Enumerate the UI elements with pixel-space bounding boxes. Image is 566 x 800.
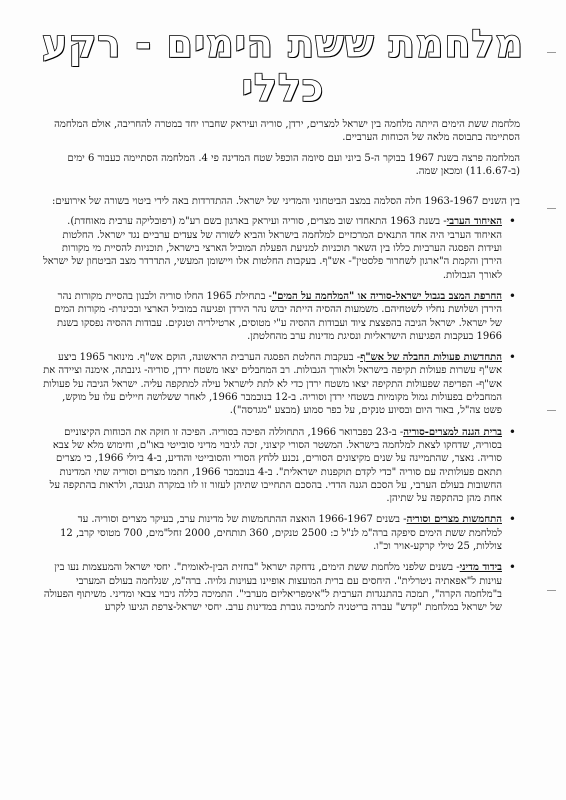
list-item: [42, 426, 502, 506]
item-text: - ב-23 בפברואר 1966, התחוללה הפיכה בסוריה. הפיכה זו חזקה את הכוחות הקיצוניים בסוריה, שדחקו לצאת למלחמה בישראל. המשטר הסורי קיצוני, זכה לגיבוי מדיני סובייטי באו"ם, וחימוש מלא של צבא סוריה. נאצר, שהתמיינה על שנים מקיצונים הסורים, נכנע ללחץ הסורי והסובייטי והודיע, ב-4 ביולי 1966, כי מצרים תתאם פעולותיה עם סוריה "כדי לקדם תוקפנות ישראלית". ב-4 בנובמבר 1966, חתמו מצרים וסוריה שתי המדינות החשובות בעולם הערבי, על הסכם הגנה הדדי. בהסכם התחייבו שתיהן לעזור זו לזו במקרה תגובה, ולראות בהתקפה על אחת מהן כהתקפה על שתיהן.: [49, 426, 502, 505]
document-body: [42, 118, 520, 623]
item-text: - בשנת 1963 התאחדו שוב מצרים, סוריה ועיראק בארגון בשם רע"מ (רפובליקה ערבית מאוחדת). האיחוד הערבי היה אחד התנאים המרכזיים למלחמה בישראל והביא לשורה של צעדים ערביים נגד ישראל. החלטות ועידות הפסגה הערביות כללו בין השאר תוכניות למניעת הפעלת המוביל הארצי בישראל, תוכניות להסיית מי מקורות הירדן והקמת ה"ארגון לשחרור פלסטין"- אש"ף. בעקבות החלטות אלו ויישומן המעשי, התדרדר מצב הביטחון של ישראל לאורך הגבולות.: [43, 216, 502, 281]
list-item: [42, 215, 502, 281]
item-heading: בידוד מדיני: [459, 562, 502, 574]
item-heading: האיחוד הערבי: [446, 216, 502, 228]
page-title: מלחמת ששת הימים - רקע כללי: [42, 22, 524, 110]
item-heading: התחדשות פעולות החבלה של אש"ף: [360, 352, 502, 364]
margin-tick: [547, 590, 556, 591]
item-heading: החרפת המצב בגבול ישראל-סוריה או "המלחמה על המים": [271, 290, 502, 302]
events-list: [42, 215, 520, 614]
margin-tick: [547, 410, 556, 411]
intro-paragraph: המלחמה פרצה בשנת 1967 בבוקר ה-5 ביוני ועם סיומה הוכפל שטח המדינה פי 4. המלחמה הסתיימה כעבור 6 ימים (ב-11.6.67) ומכאן שמה.: [67, 152, 520, 177]
item-heading: התחמשות מצרים וסוריה: [406, 514, 502, 526]
list-item: [42, 561, 502, 614]
list-item: [42, 513, 502, 553]
item-text: - בעקבות החלטת הפסגה הערבית הראשונה, הוקם אש"ף. מינואר 1965 ביצע אש"ף עשרות פעולות תקיפה בישראל ולאורך הגבולות. רב המחבלים יצאו משטח ירדן, סוריה- גינבתה, אימנה וציידה את אש"ף- הפדיפה שפעולות התקיפה יצאו משטח ירדן כדי לא לתת לישראל עילה למתקפה עליה. ישראל הגיבה על פעולות המחבלים בפעולות גמול מקומיות בשטחי ירדן וסוריה. ב-12 בנובמבר 1966, לאחר ששלושה חיילים עלו על מוקש, פשט צה"ל, באור היום ובסיוע טנקים, על כפר סמוע (מבצע "מגרסה").: [43, 352, 502, 417]
list-item: [42, 290, 502, 343]
context-paragraph: בין השנים 1963-1967 חלה הסלמה במצב הביטחוני והמדיני של ישראל. ההתדרדות באה לידי ביטוי בשורה של אירועים:: [51, 196, 520, 208]
item-text: - בתחילת 1965 החלו סוריה ולבנון בהסיית מקורות נהר הירדן ושלושת נחליו לשטחיהם. משמעות ההסיה הייתה יבוש נהר הירדן ופגיעה במוביל הארצי ובכינרת- מקורות המים של ישראל. ישראל הגיבה בהפצצת ציוד ועבודות ההסיה ע"י מטוסים, ארטילריה וטנקים. עבודות ההסיה נפסקו בשנת 1966 בעקבות הפגיעות הישראליות ונסיגת מדינות ערב מהחלטתן.: [54, 290, 502, 342]
list-item: [42, 351, 502, 417]
margin-tick: [547, 208, 556, 209]
item-heading: ברית הגנה למצרים-סוריה: [403, 426, 502, 438]
item-text: - בשנים 1966-1967 הואצה ההתחמשות של מדינות ערב, בעיקר מצרים וסוריה. עד למלחמת ששת הימים סיפקה ברה"מ לנ"ל כ: 2500 טנקים, 360 תותחים, 2000 זחל"מים, 700 מטוסי קרב, 12 צוללות, 25 טילי קרקע-אויר וכ"ו.: [60, 514, 502, 553]
margin-tick: [547, 52, 556, 53]
intro-paragraph: מלחמת ששת הימים הייתה מלחמה בין ישראל למצרים, ירדן, סוריה ועיראק שחברו יחד במטרה להחריבה, אולם המלחמה הסתיימה בתבוסה מלאה של הכוחות הערביים.: [54, 119, 520, 144]
item-text: - בשנים שלפני מלחמת ששת הימים, נדחקה ישראל "בחזית הבין-לאומית". יחסי ישראל והמעצמות נעו בין עוינות ל"אפאתיה ניטרלית". היחסים עם ברית המועצות אופיינו בעוינות גלויה. ברה"מ, שנלחמה בעולם המערבי ב"מלחמה הקרה", תמכה בהתנגדות הערבית ל"אימפריאליזם מערבי". התמיכה כללה גיבוי צבאי ומדיני. משיתוף הפעולה של ישראל במלחמת "קדש" עברה בריטניה לתמיכה גוברת במדינות ערב. יחסי ישראל-צרפת הגיעו לקרע: [43, 562, 502, 614]
